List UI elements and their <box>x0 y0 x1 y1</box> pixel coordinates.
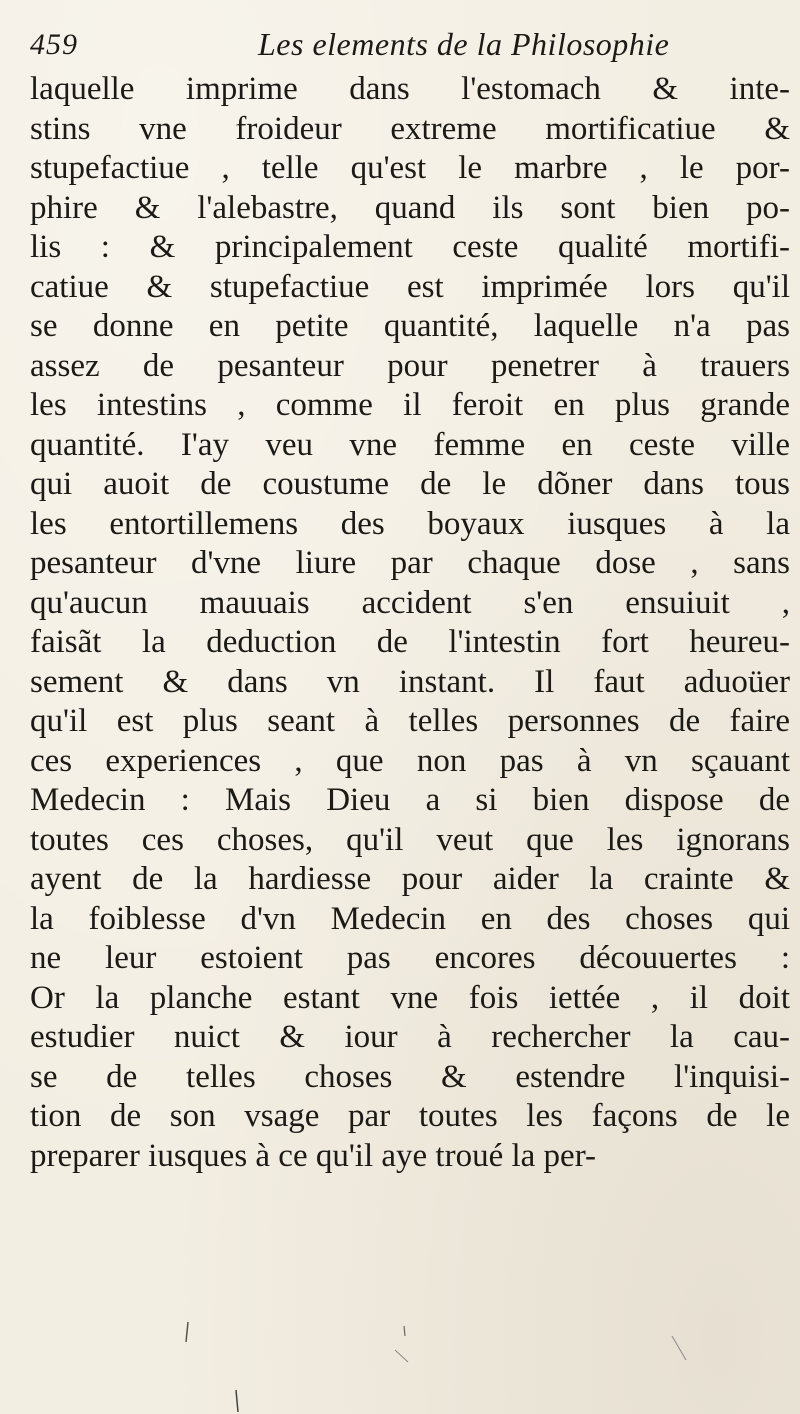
text-line: tion de son vsage par toutes les façons de le <box>30 1098 790 1134</box>
text-line: stins vne froideur extreme mortificatiue & <box>30 110 790 147</box>
text-line: Medecin : Mais Dieu a si bien dispose de <box>30 782 790 818</box>
text-line: qui auoit de coustume de le dõner dans tous <box>30 466 790 502</box>
text-line: qu'aucun mauuais accident s'en ensuiuit , <box>30 584 790 621</box>
text-line: lis : & principalement ceste qualité mortifi- <box>30 229 790 265</box>
page-header <box>30 16 760 66</box>
ink-speck <box>672 1336 686 1360</box>
text-line: assez de pesanteur pour penetrer à trauers <box>30 347 790 384</box>
running-head: Les elements de la Philosophie <box>258 26 670 62</box>
text-line: les entortillemens des boyaux iusques à la <box>30 505 790 542</box>
body-text <box>30 70 790 1176</box>
text-line: les intestins , comme il feroit en plus grande <box>30 387 790 423</box>
text-line: preparer iusques à ce qu'il aye troué la per- <box>30 1137 597 1174</box>
ink-speck <box>395 1350 408 1362</box>
text-line: se donne en petite quantité, laquelle n'a pas <box>30 308 790 344</box>
text-line: ayent de la hardiesse pour aider la crainte & <box>30 861 790 897</box>
text-line: ne leur estoient pas encores découuertes : <box>30 940 790 976</box>
text-line: quantité. I'ay veu vne femme en ceste ville <box>30 426 790 463</box>
text-line: phire & l'alebastre, quand ils sont bien po- <box>30 189 790 226</box>
text-line: qu'il est plus seant à telles personnes de faire <box>30 703 790 739</box>
margin-specks <box>0 1320 800 1414</box>
text-line: sement & dans vn instant. Il faut aduoüer <box>30 663 790 700</box>
text-line: pesanteur d'vne liure par chaque dose , sans <box>30 545 790 581</box>
text-line: se de telles choses & estendre l'inquisi- <box>30 1058 790 1095</box>
text-line: la foiblesse d'vn Medecin en des choses qui <box>30 900 790 937</box>
ink-speck <box>236 1390 238 1412</box>
text-line: toutes ces choses, qu'il veut que les ignorans <box>30 821 790 858</box>
page-number: 459 <box>30 28 78 61</box>
text-line: stupefactiue , telle qu'est le marbre , le por- <box>30 150 790 186</box>
ink-speck <box>186 1322 188 1342</box>
text-line: ces experiences , que non pas à vn sçauant <box>30 742 790 779</box>
text-line: faisãt la deduction de l'intestin fort heureu- <box>30 624 790 660</box>
text-line: estudier nuict & iour à rechercher la cau- <box>30 1019 790 1055</box>
text-line: catiue & stupefactiue est imprimée lors qu'il <box>30 268 790 305</box>
ink-speck <box>404 1326 405 1336</box>
text-line: laquelle imprime dans l'estomach & inte- <box>30 71 790 107</box>
text-line: Or la planche estant vne fois iettée , il doit <box>30 979 790 1016</box>
